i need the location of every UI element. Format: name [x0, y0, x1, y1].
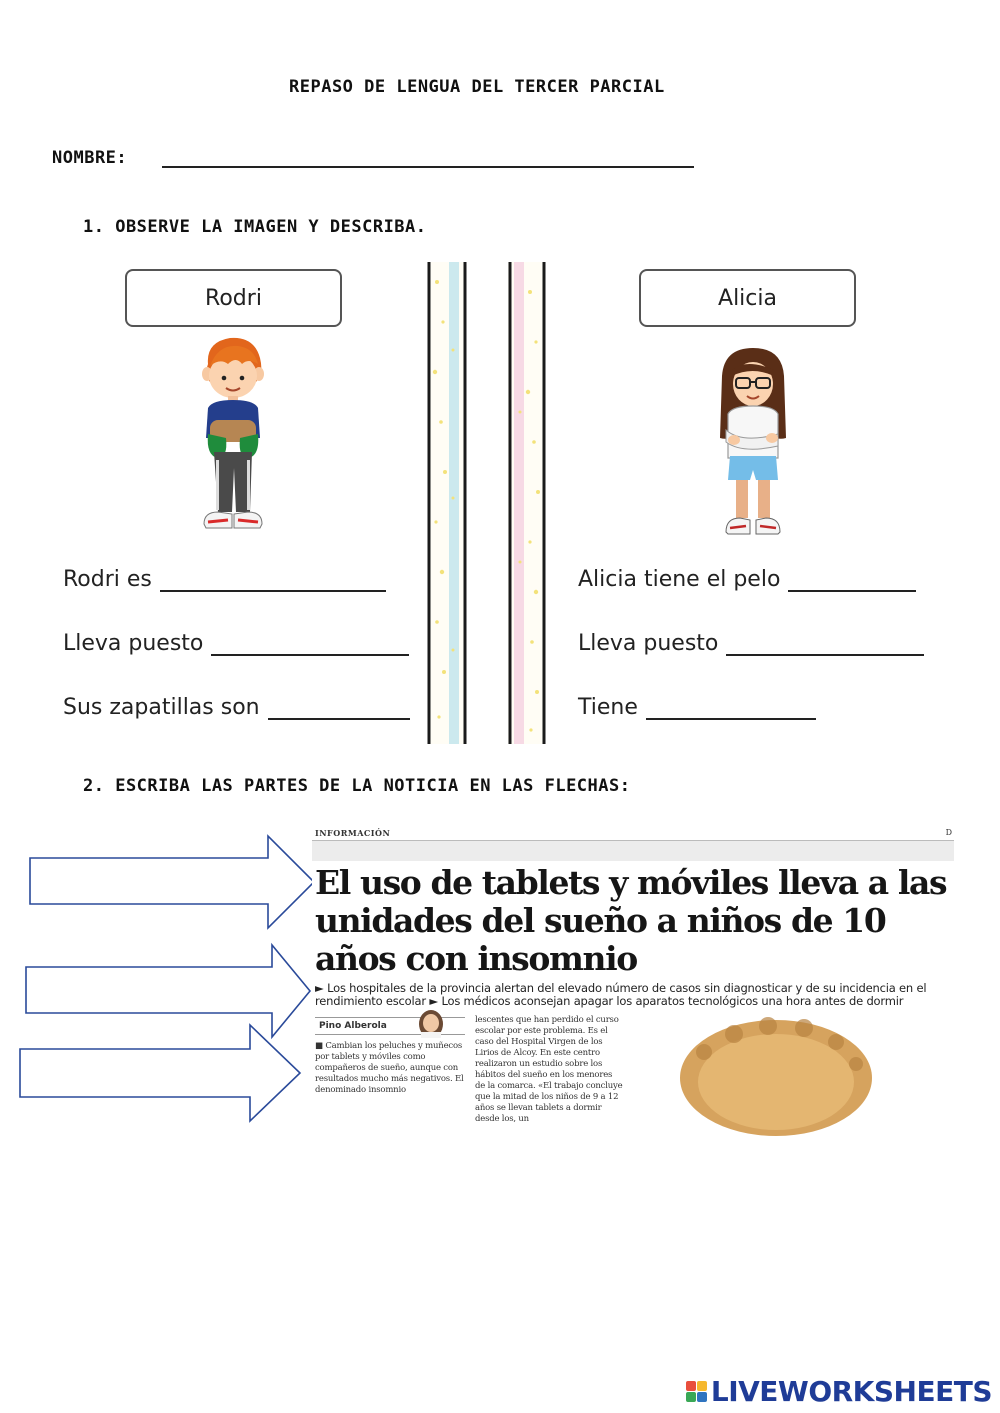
rodri-answer-1-input[interactable]: [160, 570, 388, 594]
arrow-2-input[interactable]: [36, 980, 266, 1006]
arrow-1-input[interactable]: [40, 872, 264, 898]
decorative-strip-left: [427, 262, 469, 744]
alicia-answer-2-input[interactable]: [718, 634, 918, 658]
news-section-label: INFORMACIÓN: [315, 828, 391, 838]
alicia-line-2-label: Lleva puesto: [578, 631, 719, 656]
news-page-marker: D: [945, 828, 952, 837]
news-byline-text: Pino Alberola: [319, 1021, 387, 1031]
news-column-2: lescentes que han perdido el curso escolar por este problema. Es el caso del Hospital Virgen de los Lirios de Alcoy. En este centro realizaron un estudio sobre los hábitos del sueño en los menores de la comarca. «El trabajo concluye que la mitad de los niños de 9 a 12 años se llevan tablets a dormir desde los, un: [475, 1015, 623, 1124]
watermark-text: LIVEWORKSHEETS: [710, 1375, 992, 1408]
name-input[interactable]: [164, 144, 696, 168]
news-subtitle: [315, 982, 955, 1008]
alicia-line-3-label: Tiene: [578, 695, 638, 720]
news-headline: El uso de tablets y móviles lleva a las unidades del sueño a niños de 10 años con insomnio: [315, 863, 947, 978]
liveworksheets-logo-icon: [686, 1381, 707, 1402]
arrow-3-input[interactable]: [30, 1062, 244, 1088]
alicia-name-box: [639, 269, 856, 327]
section1-heading: 1. OBSERVE LA IMAGEN Y DESCRIBA.: [83, 217, 427, 237]
section2-heading: 2. ESCRIBA LAS PARTES DE LA NOTICIA EN LAS FLECHAS:: [83, 776, 631, 796]
alicia-line-1-label: Alicia tiene el pelo: [578, 567, 781, 592]
rodri-illustration: [188, 334, 278, 534]
rodri-line-1-label: Rodri es: [63, 567, 152, 592]
rodri-name-label: Rodri: [205, 285, 262, 311]
name-label: NOMBRE:: [52, 148, 128, 168]
alicia-name-label: Alicia: [718, 285, 777, 311]
liveworksheets-watermark: [686, 1375, 992, 1408]
news-subtitle-1: ► Los hospitales de la provincia alertan del elevado número de casos sin diagnosticar y de su incidencia en el rendimiento escolar: [315, 981, 927, 1008]
child-photo: [664, 1012, 884, 1083]
rodri-name-box: [125, 269, 342, 327]
decorative-strip-right: [506, 262, 548, 744]
alicia-illustration: [712, 346, 794, 538]
rodri-line-3-label: Sus zapatillas son: [63, 695, 260, 720]
alicia-answer-3-input[interactable]: [644, 698, 816, 722]
rodri-line-2-label: Lleva puesto: [63, 631, 204, 656]
rodri-answer-2-input[interactable]: [204, 634, 404, 658]
news-clipping: [312, 828, 954, 1124]
alicia-answer-1-input[interactable]: [780, 570, 910, 594]
news-subtitle-2: ► Los médicos aconsejan apagar los aparatos tecnológicos una hora antes de dormir: [429, 994, 904, 1008]
author-photo: [416, 1008, 446, 1038]
news-top-rule: [312, 840, 954, 861]
rodri-answer-3-input[interactable]: [260, 698, 404, 722]
page-title: REPASO DE LENGUA DEL TERCER PARCIAL: [289, 77, 665, 97]
news-column-1: ■ Cambian los peluches y muñecos por tablets y móviles como compañeros de sueño, aunque con resultados mucho más negativos. El denominado insomnio: [315, 1041, 464, 1095]
